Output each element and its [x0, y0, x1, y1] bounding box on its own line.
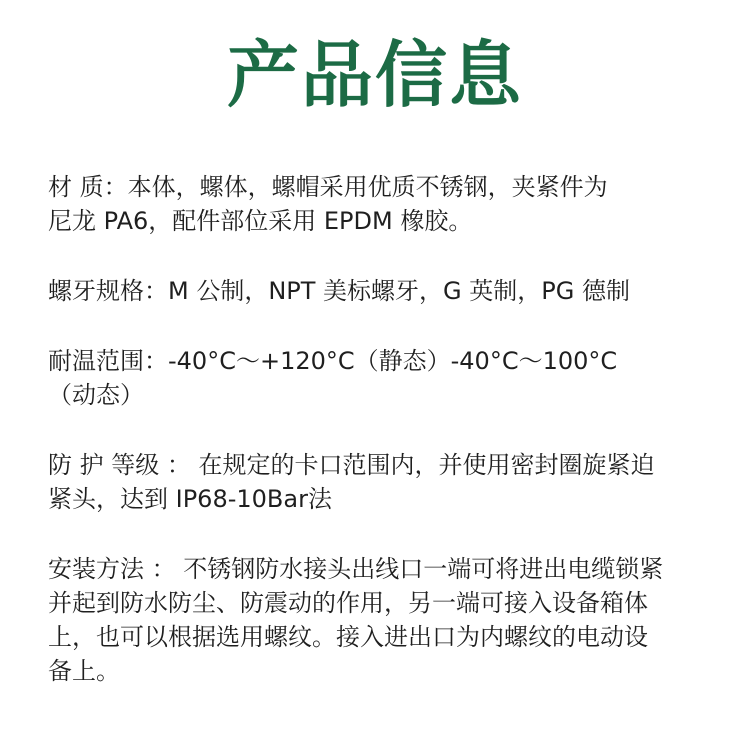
thread-spec-line-1: 螺牙规格：M 公制，NPT 美标螺牙，G 英制，PG 德制 — [48, 277, 630, 305]
material-section — [48, 170, 718, 238]
material-line-1: 材 质：本体，螺体，螺帽采用优质不锈钢，夹紧件为 — [48, 173, 608, 201]
protection-level-section — [48, 448, 718, 516]
page-title: 产品信息 — [226, 33, 523, 117]
temperature-range-section — [48, 344, 718, 412]
temperature-range-line-2: （动态） — [48, 381, 144, 409]
protection-level-line-2: 紧头，达到 IP68-10Bar法 — [48, 485, 332, 513]
protection-level-line-1: 防 护 等级 ： 在规定的卡口范围内，并使用密封圈旋紧迫 — [48, 451, 655, 479]
installation-line-3: 上，也可以根据选用螺纹。接入进出口为内螺纹的电动设 — [48, 623, 648, 651]
installation-line-4: 备上。 — [48, 657, 120, 685]
thread-spec-section — [48, 274, 718, 308]
material-line-2: 尼龙 PA6，配件部位采用 EPDM 橡胶。 — [48, 207, 473, 235]
installation-line-2: 并起到防水防尘、防震动的作用，另一端可接入设备箱体 — [48, 589, 648, 617]
temperature-range-line-1: 耐温范围：-40°C～+120°C（静态）-40°C～100°C — [48, 347, 618, 375]
product-info-content — [48, 170, 718, 724]
installation-section — [48, 552, 718, 688]
installation-line-1: 安装方法 ： 不锈钢防水接头出线口一端可将进出电缆锁紧 — [48, 555, 664, 583]
